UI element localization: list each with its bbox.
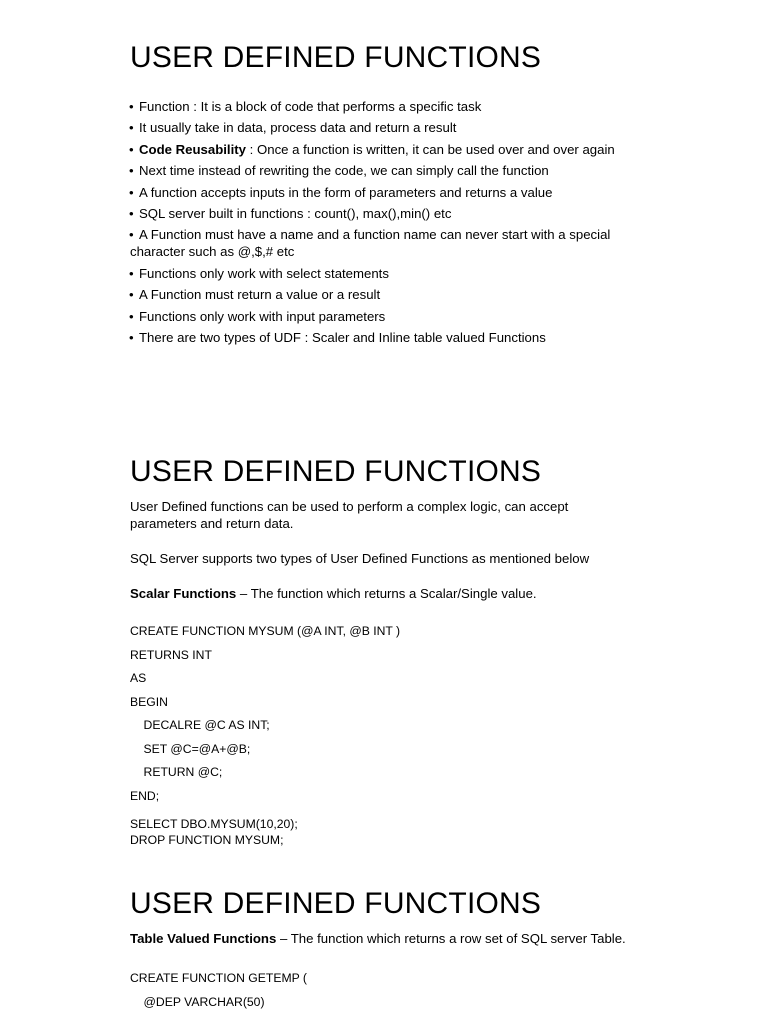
- bullet-dot: •: [129, 329, 134, 345]
- slide-1: [130, 40, 650, 350]
- bullet-item: [130, 286, 650, 303]
- bullet-item: [130, 265, 650, 282]
- bullet-text: There are two types of UDF : Scaler and Inline table valued Functions: [139, 329, 546, 345]
- slide-2: [130, 454, 650, 848]
- slide-2-types-line: SQL Server supports two types of User Defined Functions as mentioned below: [130, 551, 590, 566]
- table-valued-functions-label: Table Valued Functions: [130, 931, 277, 946]
- bullet-dot: •: [129, 287, 134, 303]
- bullet-dot: •: [129, 163, 134, 179]
- slide-2-title: USER DEFINED FUNCTIONS: [130, 455, 542, 488]
- bullet-item: [130, 162, 650, 179]
- bullet-dot: •: [129, 205, 134, 221]
- scalar-functions-label: Scalar Functions: [130, 586, 237, 601]
- scalar-functions-desc: – The function which returns a Scalar/Single value.: [236, 586, 537, 601]
- bullet-text: Functions only work with input parameters: [139, 308, 386, 324]
- slide-1-bullet-list: [130, 98, 650, 346]
- bullet-dot: •: [129, 141, 134, 157]
- code-line: AS: [130, 671, 147, 685]
- bullet-text: SQL server built in functions : count(), max(),min() etc: [139, 205, 452, 221]
- code-line: RETURNS INT: [130, 647, 212, 662]
- slide-2-intro: User Defined functions can be used to perform a complex logic, can accept parameters and return data.: [130, 499, 569, 531]
- bullet-text: A function accepts inputs in the form of parameters and returns a value: [139, 184, 553, 200]
- bullet-item: [130, 329, 650, 346]
- slide-1-title: USER DEFINED FUNCTIONS: [130, 41, 542, 74]
- slide-3: [130, 886, 650, 1014]
- bullet-text: : Once a function is written, it can be used over and over again: [246, 141, 615, 157]
- bullet-item: [130, 308, 650, 325]
- bullet-item: [130, 205, 650, 222]
- slide-2-code-block: [130, 620, 650, 808]
- slide-2-code-tail: [130, 816, 650, 848]
- bullet-text: Functions only work with select statements: [139, 265, 389, 281]
- slide-2-scalar-line: [130, 585, 650, 602]
- bullet-text: Next time instead of rewriting the code, we can simply call the function: [139, 163, 549, 179]
- bullet-dot: •: [129, 308, 134, 324]
- bullet-item: [130, 184, 650, 201]
- bullet-item: [130, 226, 650, 260]
- code-line: RETURN @C;: [130, 765, 223, 779]
- bullet-item: [130, 119, 650, 136]
- code-line: BEGIN: [130, 694, 168, 709]
- code-line: @DEP VARCHAR(50): [130, 994, 265, 1009]
- bullet-text: A Function must have a name and a function name can never start with a special character such as @,$,# etc: [130, 227, 611, 260]
- bullet-dot: •: [129, 99, 134, 114]
- code-line: DROP FUNCTION MYSUM;: [130, 833, 284, 847]
- bullet-dot: •: [129, 120, 134, 136]
- bullet-text: A Function must return a value or a result: [139, 287, 381, 303]
- bullet-item: [130, 98, 650, 115]
- code-line: END;: [130, 788, 160, 803]
- table-valued-functions-desc: – The function which returns a row set of SQL server Table.: [276, 931, 626, 946]
- slide-3-tvf-line: [130, 930, 640, 947]
- code-line: SELECT DBO.MYSUM(10,20);: [130, 817, 298, 831]
- slide-3-code-block: [130, 967, 650, 1014]
- code-line: CREATE FUNCTION MYSUM (@A INT, @B INT ): [130, 624, 401, 638]
- bullet-dot: •: [129, 227, 134, 243]
- code-line: DECALRE @C AS INT;: [130, 718, 270, 732]
- slide-3-title: USER DEFINED FUNCTIONS: [130, 887, 542, 920]
- bullet-item: [130, 141, 650, 158]
- bullet-text: It usually take in data, process data and return a result: [139, 120, 457, 136]
- code-line: SET @C=@A+@B;: [130, 741, 251, 756]
- code-line: CREATE FUNCTION GETEMP (: [130, 971, 307, 985]
- bullet-bold-text: Code Reusability: [139, 141, 246, 157]
- bullet-dot: •: [129, 265, 134, 281]
- bullet-dot: •: [129, 184, 134, 200]
- bullet-text: Function : It is a block of code that performs a specific task: [139, 99, 482, 114]
